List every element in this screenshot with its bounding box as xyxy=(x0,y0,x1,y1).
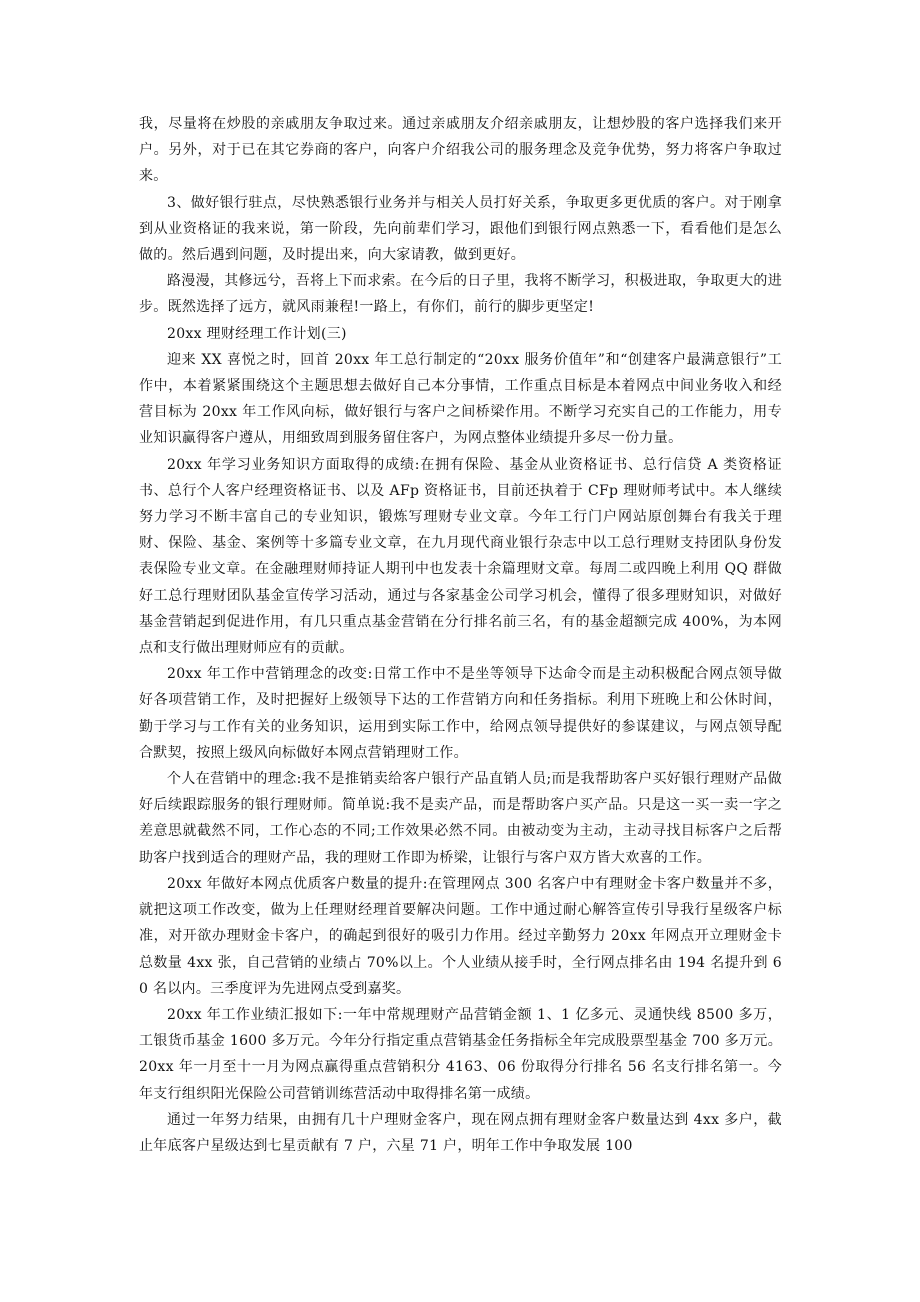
paragraph-closing-remarks: 路漫漫，其修远兮，吾将上下而求索。在今后的日子里，我将不断学习，积极进取，争取更大的进步。既然选择了远方，就风雨兼程!一路上，有你们，前行的脚步更坚定! xyxy=(139,273,782,316)
paragraph-premium-customers: 20xx 年做好本网点优质客户数量的提升:在管理网点 300 名客户中有理财金卡客户数量并不多，就把这项工作改变，做为上任理财经理首要解决问题。工作中通过耐心解答宣传引导我行星级客户标准，对开欲办理财金卡客户，的确起到很好的吸引力作用。经过辛勤努力 20xx 年网点开立理财金卡总数量 4xx 张，自己营销的业绩占 70%以上。个人业绩从接手时，全行网点排名由 194 名提升到 60 名以内。三季度评为先进网点受到嘉奖。 xyxy=(139,875,782,997)
paragraph-marketing-concept-change: 20xx 年工作中营销理念的改变:日常工作中不是坐等领导下达命令而是主动积极配合网点领导做好各项营销工作，及时把握好上级领导下达的工作营销方向和任务指标。利用下班晚上和公休时间，勤于学习与工作有关的业务知识，运用到实际工作中，给网点领导提供好的参谋建议，与网点领导配合默契，按照上级风向标做好本网点营销理财工作。 xyxy=(139,666,782,761)
paragraph-performance-report: 20xx 年工作业绩汇报如下:一年中常规理财产品营销金额 1、1 亿多元、灵通快线 8500 多万，工银货币基金 1600 多万元。今年分行指定重点营销基金任务指标全年完成股票型基金 700 多万元。20xx 年一月至十一月为网点赢得重点营销积分 4163、06 份取得分行排名 56 名支行排名第一。今年支行组织阳光保险公司营销训练营活动中取得排名第一成绩。 xyxy=(139,1006,782,1102)
section-heading: 20xx 理财经理工作计划(三) xyxy=(167,325,347,342)
paragraph-intro: 迎来 XX 喜悦之时，回首 20xx 年工总行制定的“20xx 服务价值年”和“创建客户最满意银行”工作中，本着紧紧围绕这个主题思想去做好自己本分事情，工作重点目标是本着网点中间业务收入和经营目标为 20xx 年工作风向标，做好银行与客户之间桥梁作用。不断学习充实自己的工作能力，用专业知识赢得客户遵从，用细致周到服务留住客户，为网点整体业绩提升多尽一份力量。 xyxy=(139,351,782,447)
document-body xyxy=(139,111,782,1159)
paragraph-learning-achievements: 20xx 年学习业务知识方面取得的成绩:在拥有保险、基金从业资格证书、总行信贷 A 类资格证书、总行个人客户经理资格证书、以及 AFp 资格证书，目前还执着于 CFp 理财师考试中。本人继续努力学习不断丰富自己的专业知识，锻炼写理财专业文章。今年工行门户网站原创舞台有我关于理财、保险、基金、案例等十多篇专业文章，在九月现代商业银行杂志中以工总行理财支持团队身份发表保险专业文章。在金融理财师持证人期刊中也发表十余篇理财文章。每周二或四晚上利用 QQ 群做好工总行理财团队基金宣传学习活动，通过与各家基金公司学习机会，懂得了很多理财知识，对做好基金营销起到促进作用，有几只重点基金营销在分行排名前三名，有的基金超额完成 400%，为本网点和支行做出理财师应有的贡献。 xyxy=(139,456,782,657)
paragraph-continuation: 我，尽量将在炒股的亲戚朋友争取过来。通过亲戚朋友介绍亲戚朋友，让想炒股的客户选择我们来开户。另外，对于已在其它券商的客户，向客户介绍我公司的服务理念及竞争优势，努力将客户争取过来。 xyxy=(139,116,782,185)
paragraph-bank-station: 3、做好银行驻点，尽快熟悉银行业务并与相关人员打好关系，争取更多更优质的客户。对于刚拿到从业资格证的我来说，第一阶段，先向前辈们学习，跟他们到银行网点熟悉一下，看看他们是怎么做的。然后遇到问题，及时提出来，向大家请教，做到更好。 xyxy=(139,194,782,264)
paragraph-personal-marketing-concept: 个人在营销中的理念:我不是推销卖给客户银行产品直销人员;而是我帮助客户买好银行理财产品做好后续跟踪服务的银行理财师。简单说:我不是卖产品，而是帮助客户买产品。只是这一买一卖一字之差意思就截然不同，工作心态的不同;工作效果必然不同。由被动变为主动，主动寻找目标客户之后帮助客户找到适合的理财产品，我的理财工作即为桥梁，让银行与客户双方皆大欢喜的工作。 xyxy=(139,771,782,866)
paragraph-year-results: 通过一年努力结果，由拥有几十户理财金客户，现在网点拥有理财金客户数量达到 4xx 多户，截止年底客户星级达到七星贡献有 7 户，六星 71 户，明年工作中争取发展 100 xyxy=(139,1111,782,1154)
